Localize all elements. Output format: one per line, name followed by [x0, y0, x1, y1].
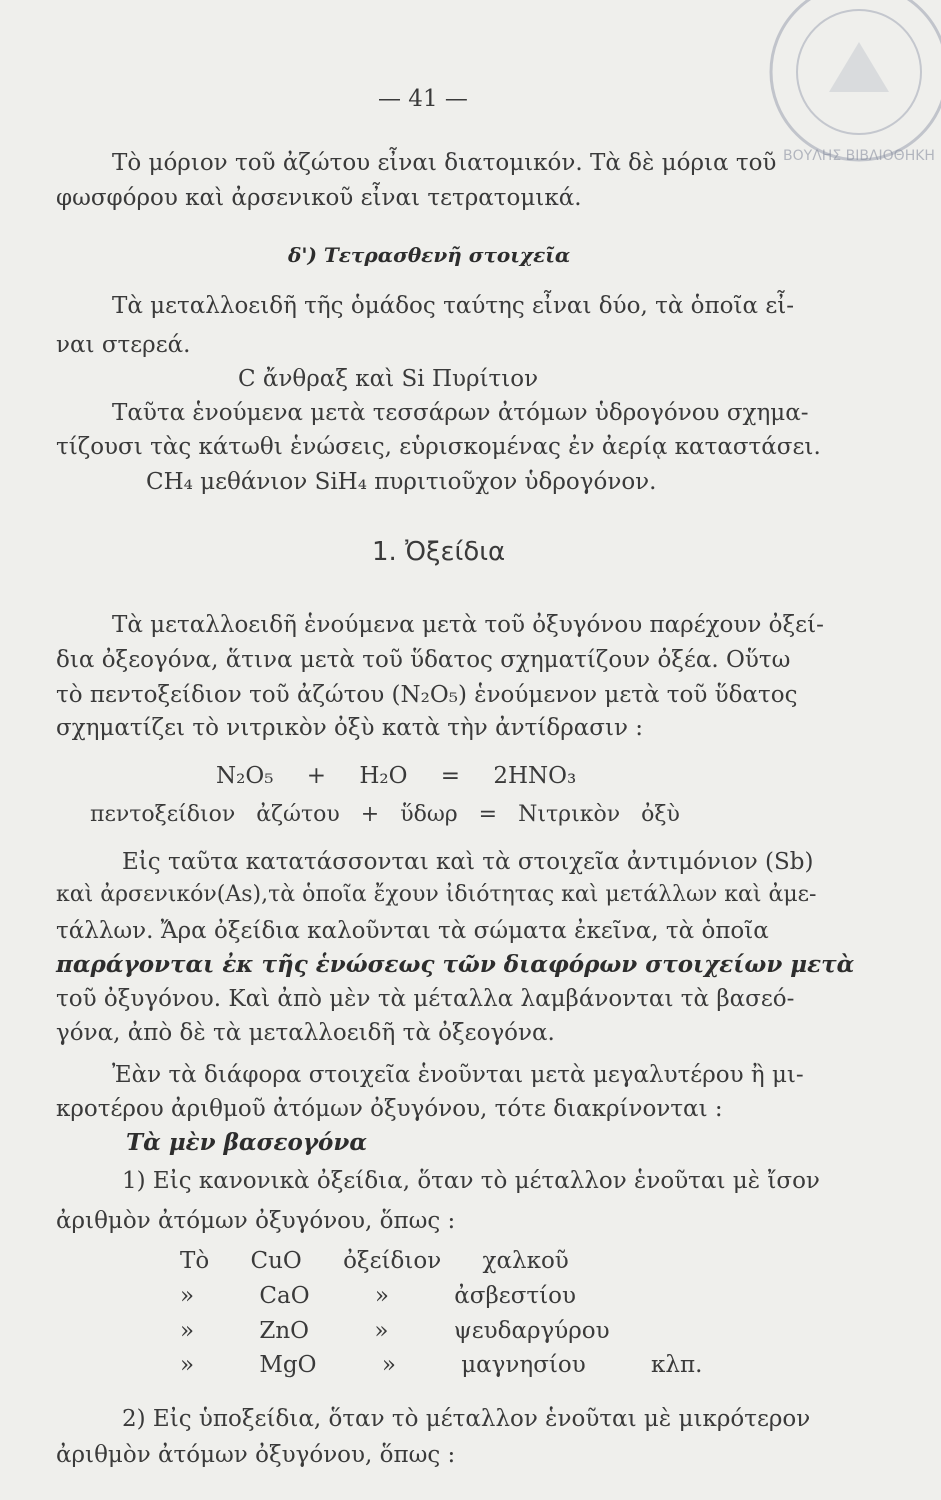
- text-line: Τὰ μεταλλοειδῆ τῆς ὁμάδος ταύτης εἶναι δύο, τὰ ὁποῖα εἶ-: [112, 293, 795, 319]
- equation-words: πεντοξείδιον ἀζώτου + ὕδωρ = Νιτρικὸν ὀξὺ: [90, 802, 680, 827]
- text-line: παράγονται ἐκ τῆς ἑνώσεως τῶν διαφόρων στοιχείων μετὰ: [56, 951, 855, 978]
- library-stamp-icon: [759, 0, 941, 172]
- text-line: τάλλων. Ἄρα ὀξείδια καλοῦνται τὰ σώματα ἐκεῖνα, τὰ ὁποῖα: [56, 918, 769, 944]
- text-line: ἀριθμὸν ἀτόμων ὀξυγόνου, ὅπως :: [56, 1442, 456, 1468]
- formula-line: CH₄ μεθάνιον SiH₄ πυριτιοῦχον ὑδρογόνον.: [146, 469, 657, 495]
- text-line: Τὰ μεταλλοειδῆ ἑνούμενα μετὰ τοῦ ὀξυγόνου παρέχουν ὀξεί-: [112, 612, 824, 638]
- section-title: 1. Ὀξείδια: [372, 537, 506, 567]
- text-line: κροτέρου ἀριθμοῦ ἀτόμων ὀξυγόνου, τότε διακρίνονται :: [56, 1096, 723, 1122]
- text-line: σχηματίζει τὸ νιτρικὸν ὀξὺ κατὰ τὴν ἀντίδρασιν :: [56, 715, 644, 741]
- oxide-row: » ZnO » ψευδαργύρου: [180, 1318, 610, 1344]
- text-line: ναι στερεά.: [56, 332, 191, 358]
- text-line: Ταῦτα ἑνούμενα μετὰ τεσσάρων ἀτόμων ὑδρογόνου σχημα-: [112, 400, 809, 426]
- text-line: φωσφόρου καὶ ἀρσενικοῦ εἶναι τετρατομικά.: [56, 185, 582, 211]
- text-line: 1) Εἰς κανονικὰ ὀξείδια, ὅταν τὸ μέταλλον ἑνοῦται μὲ ἴσον: [122, 1168, 820, 1194]
- text-line: Εἰς ταῦτα κατατάσσονται καὶ τὰ στοιχεῖα ἀντιμόνιον (Sb): [122, 849, 814, 875]
- text-line: καὶ ἀρσενικόν(As),τὰ ὁποῖα ἔχουν ἰδιότητας καὶ μετάλλων καὶ ἀμε-: [56, 882, 817, 907]
- section-heading: δ') Τετρασθενῆ στοιχεῖα: [288, 243, 571, 267]
- text-line: C ἄνθραξ καὶ Si Πυρίτιον: [238, 366, 539, 392]
- page-number: — 41 —: [378, 86, 468, 112]
- text-line: δια ὀξεογόνα, ἅτινα μετὰ τοῦ ὕδατος σχηματίζουν ὀξέα. Οὕτω: [56, 647, 791, 673]
- text-line: 2) Εἰς ὑποξείδια, ὅταν τὸ μέταλλον ἑνοῦται μὲ μικρότερον: [122, 1406, 811, 1432]
- text-line: τὸ πεντοξείδιον τοῦ ἀζώτου (N₂O₅) ἑνούμενον μετὰ τοῦ ὕδατος: [56, 682, 798, 708]
- text-line: τοῦ ὀξυγόνου. Καὶ ἀπὸ μὲν τὰ μέταλλα λαμβάνονται τὰ βασεό-: [56, 986, 795, 1012]
- text-line: τίζουσι τὰς κάτωθι ἑνώσεις, εὑρισκομένας ἐν ἀερίᾳ καταστάσει.: [56, 434, 821, 460]
- equation: N₂O₅ + H₂O = 2HNO₃: [216, 763, 577, 789]
- oxide-row: Τὸ CuO ὀξείδιον χαλκοῦ: [180, 1248, 569, 1274]
- oxide-row: » CaO » ἀσβεστίου: [180, 1283, 576, 1309]
- oxide-row: » MgO » μαγνησίου κλπ.: [180, 1352, 703, 1378]
- text-line: γόνα, ἀπὸ δὲ τὰ μεταλλοειδῆ τὰ ὀξεογόνα.: [56, 1020, 555, 1046]
- text-line: ἀριθμὸν ἀτόμων ὀξυγόνου, ὅπως :: [56, 1208, 456, 1234]
- stamp-text: ΒΟΥΛΗΣ ΒΙΒΛΙΟΘΗΚΗ: [783, 148, 935, 164]
- subheading: Τὰ μὲν βασεογόνα: [126, 1129, 368, 1156]
- text-line: Τὸ μόριον τοῦ ἀζώτου εἶναι διατομικόν. Τὰ δὲ μόρια τοῦ: [112, 150, 777, 176]
- text-line: Ἐὰν τὰ διάφορα στοιχεῖα ἑνοῦνται μετὰ μεγαλυτέρου ἢ μι-: [112, 1062, 804, 1088]
